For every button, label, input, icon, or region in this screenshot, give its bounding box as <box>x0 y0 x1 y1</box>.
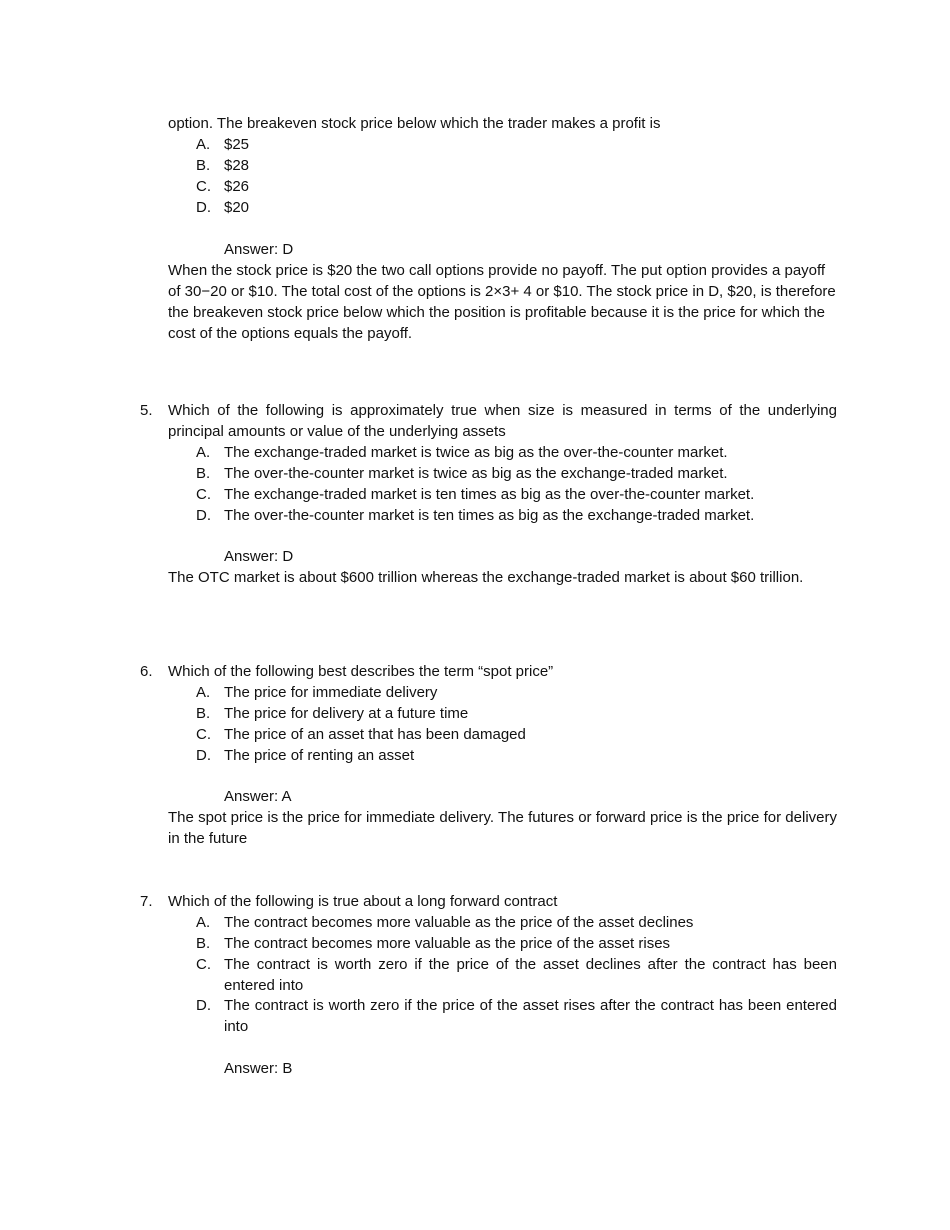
q7-answer: Answer: B <box>224 1060 293 1077</box>
q4-stem-tail: option. The breakeven stock price below which the trader makes a profit is <box>168 115 661 132</box>
q7-option-b: The contract becomes more valuable as the price of the asset rises <box>224 935 671 952</box>
q5-explanation: The OTC market is about $600 trillion whereas the exchange-traded market is about $60 trillion. <box>168 569 804 586</box>
q6-option-b-letter: B. <box>196 705 211 722</box>
q7-option-d: The contract is worth zero if the price of the asset rises after the contract has been entered into <box>224 997 837 1035</box>
q5-option-b-letter: B. <box>196 465 211 482</box>
q4-option-d: $20 <box>224 199 250 216</box>
q6-option-c-letter: C. <box>196 726 211 743</box>
q5-option-a: The exchange-traded market is twice as big as the over-the-counter market. <box>224 444 728 461</box>
q7-option-c-letter: C. <box>196 956 211 973</box>
q5-option-b: The over-the-counter market is twice as big as the exchange-traded market. <box>224 465 728 482</box>
q6-stem: Which of the following best describes the term “spot price” <box>168 663 554 680</box>
q4-option-b: $28 <box>224 157 250 174</box>
q4-option-c-letter: C. <box>196 178 211 195</box>
q4-option-c: $26 <box>224 178 250 195</box>
q5-option-c: The exchange-traded market is ten times as big as the over-the-counter market. <box>224 486 755 503</box>
q7-option-d-letter: D. <box>196 997 211 1014</box>
q7-stem: Which of the following is true about a long forward contract <box>168 893 558 910</box>
q5-option-d-letter: D. <box>196 507 211 524</box>
q6-answer: Answer: A <box>224 788 292 805</box>
q7-number: 7. <box>140 893 153 910</box>
q4-option-a-letter: A. <box>196 136 211 153</box>
q7-option-a: The contract becomes more valuable as the price of the asset declines <box>224 914 694 931</box>
q7-option-a-letter: A. <box>196 914 211 931</box>
q5-answer: Answer: D <box>224 548 294 565</box>
q6-option-c: The price of an asset that has been damaged <box>224 726 526 743</box>
q4-option-b-letter: B. <box>196 157 211 174</box>
q5-option-d: The over-the-counter market is ten times as big as the exchange-traded market. <box>224 507 755 524</box>
q6-option-a-letter: A. <box>196 684 211 701</box>
q5-stem: Which of the following is approximately true when size is measured in terms of the underlying principal amounts or value of the underlying assets <box>168 402 837 440</box>
q4-option-d-letter: D. <box>196 199 211 216</box>
q5-option-c-letter: C. <box>196 486 211 503</box>
q7-option-b-letter: B. <box>196 935 211 952</box>
q5-number: 5. <box>140 402 153 419</box>
q6-option-d-letter: D. <box>196 747 211 764</box>
q7-option-c: The contract is worth zero if the price of the asset declines after the contract has been entered into <box>224 956 837 994</box>
q6-option-d: The price of renting an asset <box>224 747 415 764</box>
q6-option-a: The price for immediate delivery <box>224 684 438 701</box>
q4-option-a: $25 <box>224 136 250 153</box>
q6-option-b: The price for delivery at a future time <box>224 705 469 722</box>
q6-explanation: The spot price is the price for immediate delivery. The futures or forward price is the price for delivery in the future <box>168 809 837 847</box>
q4-explanation: When the stock price is $20 the two call options provide no payoff. The put option provides a payoff of 30−20 or $10. The total cost of the options is 2×3+ 4 or $10. The stock price in D, $20, is therefore the breakeven stock price below which the position is profitable because it is the price for which the cost of the options equals the payoff. <box>168 262 836 342</box>
q6-number: 6. <box>140 663 153 680</box>
q5-option-a-letter: A. <box>196 444 211 461</box>
q4-answer: Answer: D <box>224 241 294 258</box>
